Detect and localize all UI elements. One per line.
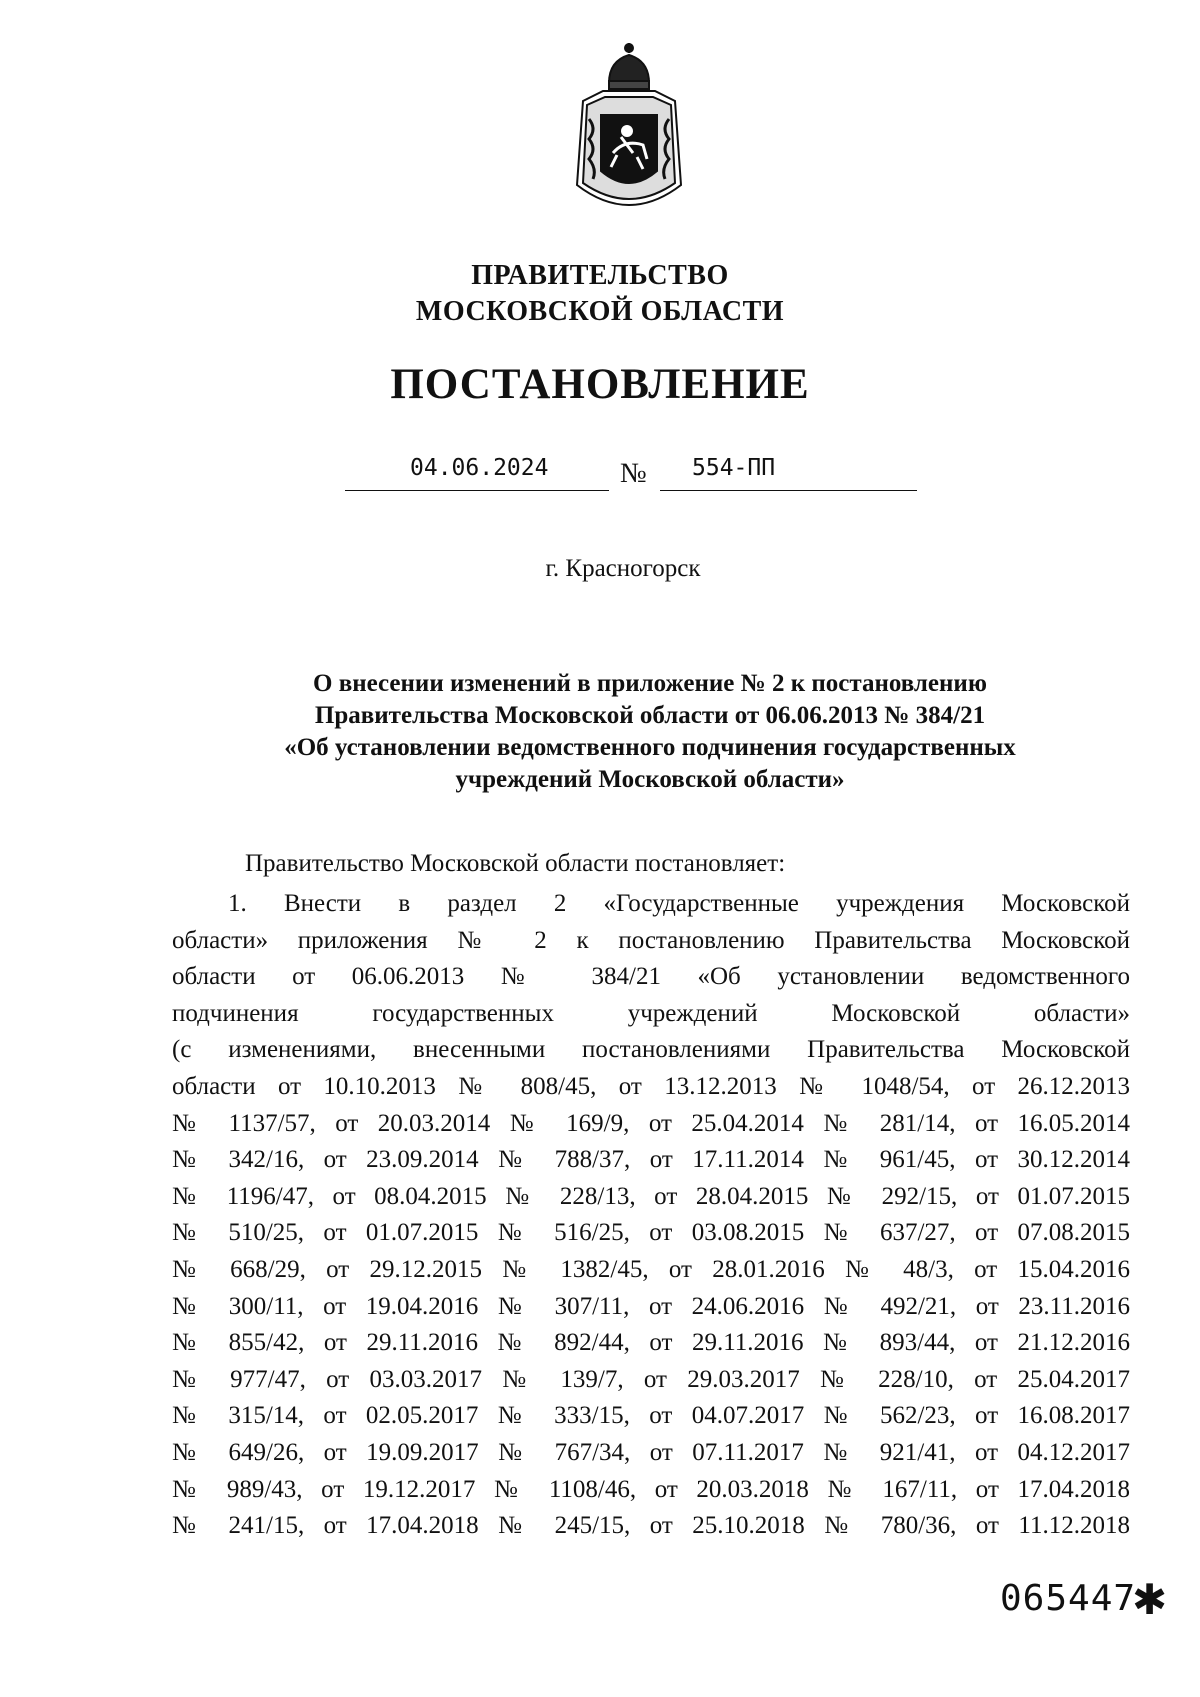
body-line: № 649/26, от 19.09.2017 № 767/34, от 07.11.2017 № 921/41, от 04.12.2017 [172, 1438, 1130, 1466]
subject-line: «Об установлении ведомственного подчинения государственных [284, 734, 1016, 761]
serial-stamp-number: 065447 [1000, 1578, 1137, 1619]
body-line: (с изменениями, внесенными постановлениями Правительства Московской [172, 1036, 1130, 1064]
document-type-title: ПОСТАНОВЛЕНИЕ [390, 361, 810, 408]
asterisk-mark-icon: ✱ [1132, 1578, 1168, 1624]
body-line: № 300/11, от 19.04.2016 № 307/11, от 24.06.2016 № 492/21, от 23.11.2016 [172, 1292, 1130, 1320]
body-line: подчинения государственных учреждений Московской области» [172, 999, 1130, 1027]
government-name-line1: ПРАВИТЕЛЬСТВО [471, 260, 729, 291]
body-line: № 668/29, от 29.12.2015 № 1382/45, от 28.01.2016 № 48/3, от 15.04.2016 [172, 1255, 1130, 1283]
body-line: № 977/47, от 03.03.2017 № 139/7, от 29.03.2017 № 228/10, от 25.04.2017 [172, 1365, 1130, 1393]
body-line: № 989/43, от 19.12.2017 № 1108/46, от 20.03.2018 № 167/11, от 17.04.2018 [172, 1475, 1130, 1503]
government-name-line2: МОСКОВСКОЙ ОБЛАСТИ [415, 296, 785, 327]
resolution-body [172, 886, 1130, 1545]
body-line: 1. Внести в раздел 2 «Государственные учреждения Московской [228, 890, 1130, 917]
body-line: № 510/25, от 01.07.2015 № 516/25, от 03.08.2015 № 637/27, от 07.08.2015 [172, 1219, 1130, 1247]
body-line: № 1196/47, от 08.04.2015 № 228/13, от 28.04.2015 № 292/15, от 01.07.2015 [172, 1182, 1130, 1210]
body-line: № 1137/57, от 20.03.2014 № 169/9, от 25.04.2014 № 281/14, от 16.05.2014 [172, 1109, 1130, 1137]
document-subject [235, 668, 1065, 796]
city-name: г. Красногорск [545, 555, 701, 582]
body-line: области» приложения № 2 к постановлению Правительства Московской [172, 926, 1130, 954]
body-line: № 342/16, от 23.09.2014 № 788/37, от 17.11.2014 № 961/45, от 30.12.2014 [172, 1146, 1130, 1174]
body-line: области от 10.10.2013 № 808/45, от 13.12.2013 № 1048/54, от 26.12.2013 [172, 1072, 1130, 1100]
body-line: № 241/15, от 17.04.2018 № 245/15, от 25.10.2018 № 780/36, от 11.12.2018 [172, 1512, 1130, 1540]
moscow-oblast-coat-of-arms-icon [565, 35, 693, 221]
document-date: 04.06.2024 [410, 455, 549, 481]
body-line: № 855/42, от 29.11.2016 № 892/44, от 29.11.2016 № 893/44, от 21.12.2016 [172, 1329, 1130, 1357]
document-number: 554-ПП [692, 455, 776, 481]
body-line: № 315/14, от 02.05.2017 № 333/15, от 04.07.2017 № 562/23, от 16.08.2017 [172, 1402, 1130, 1430]
subject-line: учреждений Московской области» [455, 766, 845, 793]
body-line: области от 06.06.2013 № 384/21 «Об установлении ведомственного [172, 963, 1130, 991]
subject-line: О внесении изменений в приложение № 2 к постановлению [313, 670, 987, 697]
number-sign: № [620, 458, 647, 489]
subject-line: Правительства Московской области от 06.06.2013 № 384/21 [314, 702, 986, 729]
resolution-intro: Правительство Московской области постановляет: [245, 850, 786, 877]
